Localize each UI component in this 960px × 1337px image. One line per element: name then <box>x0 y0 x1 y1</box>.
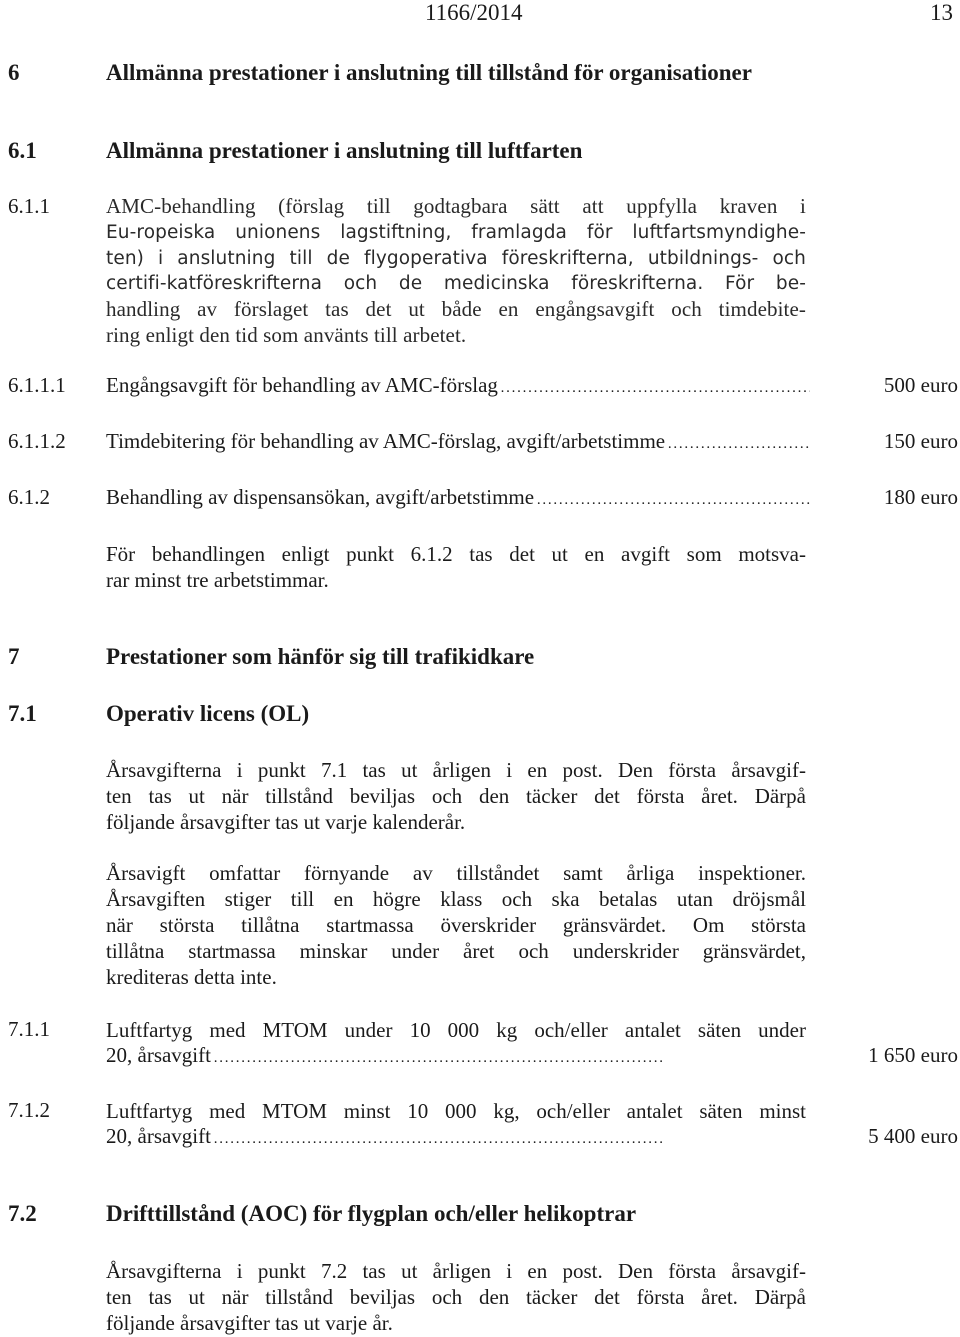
text-line: ten tas ut när tillstånd beviljas och den täcker det första året. Därpå <box>106 1285 806 1309</box>
fee-amount: 500 euro <box>883 373 958 397</box>
fee-description-7-1-1 <box>106 1017 806 1043</box>
text-line: ten) i anslutning till de flygoperativa föreskrifterna, utbildnings- och <box>106 247 806 269</box>
text-line: Årsavgifterna i punkt 7.1 tas ut årligen i en post. Den första årsavgif- <box>106 758 806 782</box>
text-line: handling av förslaget tas det ut både en engångsavgift och timdebite- <box>106 297 806 322</box>
text-line: tillåtna startmassa minskar under året och underskrider gränsvärdet, <box>106 939 806 963</box>
section-6-1-title: Allmänna prestationer i anslutning till luftfarten <box>106 138 583 163</box>
section-6-1-1-text <box>106 194 806 349</box>
section-7-title: Prestationer som hänför sig till trafikidkare <box>106 644 535 669</box>
fee-description: Behandling av dispensansökan, avgift/arbetstimme . . . <box>106 485 810 510</box>
text-line: följande årsavgifter tas ut varje år. <box>106 1311 393 1335</box>
fee-description: Timdebitering för behandling av AMC-förslag, avgift/arbetstimme . . . <box>106 429 810 454</box>
section-6-1-number: 6.1 <box>8 138 37 163</box>
section-7-number: 7 <box>8 644 20 669</box>
fee-amount: 1 650 euro <box>868 1043 958 1067</box>
section-6-title: Allmänna prestationer i anslutning till tillstånd för organisationer <box>106 60 752 85</box>
fee-description-7-1-2 <box>106 1098 806 1124</box>
text-line: Luftfartyg med MTOM minst 10 000 kg, och/eller antalet säten minst <box>106 1099 806 1123</box>
section-7-1-title: Operativ licens (OL) <box>106 701 310 726</box>
section-7-1-paragraph-2 <box>106 860 806 990</box>
section-7-2-paragraph <box>106 1258 806 1336</box>
text-line: Årsavigft omfattar förnyande av tillståndet samt årliga inspektioner. <box>106 861 806 885</box>
section-7-2-number: 7.2 <box>8 1201 37 1226</box>
fee-amount: 5 400 euro <box>868 1124 958 1148</box>
fee-row-6-1-2 <box>8 485 960 515</box>
section-6-note <box>106 541 806 593</box>
text-line: För behandlingen enligt punkt 6.1.2 tas det ut en avgift som motsva- <box>106 542 806 566</box>
text-line: Årsavgifterna i punkt 7.2 tas ut årligen i en post. Den första årsavgif- <box>106 1259 806 1283</box>
fee-row-7-1-2 <box>8 1124 960 1154</box>
fee-description: Engångsavgift för behandling av AMC-förslag . . . <box>106 373 810 398</box>
fee-row-7-1-1 <box>8 1043 960 1073</box>
fee-number: 6.1.1.2 <box>8 429 66 453</box>
fee-description: 20, årsavgift . . . <box>106 1043 810 1068</box>
document-reference: 1166/2014 <box>425 0 523 25</box>
fee-amount: 150 euro <box>883 429 958 453</box>
fee-number: 6.1.2 <box>8 485 50 509</box>
fee-number-7-1-1: 7.1.1 <box>8 1017 50 1041</box>
page-number: 13 <box>930 0 953 25</box>
text-line: AMC-behandling (förslag till godtagbara sätt att uppfylla kraven i <box>106 194 806 218</box>
fee-amount: 180 euro <box>883 485 958 509</box>
text-line: ten tas ut när tillstånd beviljas och den täcker det första året. Därpå <box>106 784 806 808</box>
text-line: rar minst tre arbetstimmar. <box>106 568 329 592</box>
text-line: ring enligt den tid som använts till arbetet. <box>106 322 467 347</box>
section-6-number: 6 <box>8 60 20 85</box>
text-line: Luftfartyg med MTOM under 10 000 kg och/eller antalet säten under <box>106 1018 806 1042</box>
fee-description: 20, årsavgift . . . <box>106 1124 810 1149</box>
text-line: certifi-katföreskrifterna och de medicinska föreskrifterna. För be- <box>106 273 806 295</box>
fee-row-6-1-1-1 <box>8 373 960 403</box>
fee-number: 6.1.1.1 <box>8 373 66 397</box>
text-line: följande årsavgifter tas ut varje kalenderår. <box>106 810 466 834</box>
fee-number-7-1-2: 7.1.2 <box>8 1098 50 1122</box>
text-line: Eu-ropeiska unionens lagstiftning, framlagda för luftfartsmyndighe- <box>106 221 806 243</box>
text-line: krediteras detta inte. <box>106 965 277 989</box>
text-line: Årsavgiften stiger till en högre klass och ska betalas utan dröjsmål <box>106 887 806 911</box>
section-7-1-paragraph-1 <box>106 757 806 835</box>
section-6-1-1-number: 6.1.1 <box>8 194 50 218</box>
text-line: när största tillåtna startmassa överskrider gränsvärdet. Om största <box>106 913 806 937</box>
fee-row-6-1-1-2 <box>8 429 960 459</box>
section-7-1-number: 7.1 <box>8 701 37 726</box>
section-7-2-title: Drifttillstånd (AOC) för flygplan och/eller helikoptrar <box>106 1201 637 1226</box>
